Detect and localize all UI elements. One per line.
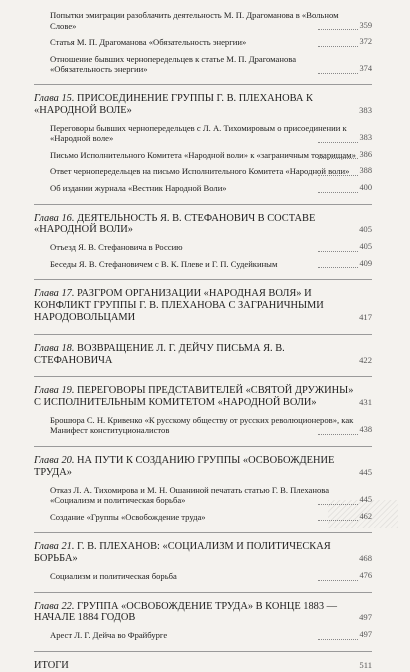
toc-chapter-row bbox=[34, 334, 372, 367]
chapter-label: Глава 16. bbox=[34, 212, 75, 224]
toc-chapter-row bbox=[34, 279, 372, 323]
chapter-title bbox=[34, 213, 359, 237]
chapter-title bbox=[34, 541, 359, 565]
chapter-label: Глава 18. bbox=[34, 342, 75, 354]
toc-chapter-row bbox=[34, 446, 372, 479]
chapter-title bbox=[34, 93, 359, 117]
section-title: Ответ чернопередельцев на письмо Исполнительного Комитета «Народной воли» bbox=[50, 166, 358, 177]
section-title: Беседы Я. В. Стефановичем с В. К. Плеве и Г. П. Судейкиным bbox=[50, 259, 358, 270]
section-title: Брошюра С. Н. Кривенко «К русскому обществу от русских революционеров», как Манифест конституционалистов bbox=[50, 415, 358, 436]
table-of-contents bbox=[34, 4, 372, 672]
chapter-label: Глава 15. bbox=[34, 92, 75, 104]
page-number: 497 bbox=[359, 630, 372, 640]
toc-section-row bbox=[34, 10, 372, 31]
page-number: 383 bbox=[359, 104, 372, 115]
page-number: 386 bbox=[359, 149, 372, 159]
page-number: 405 bbox=[359, 224, 372, 235]
chapter-label: Глава 21. bbox=[34, 541, 75, 553]
chapter-title bbox=[34, 455, 359, 479]
section-title: Попытки эмиграции разоблачить деятельность М. П. Драгоманова в «Вольном Слове» bbox=[50, 10, 358, 31]
toc-section-row bbox=[34, 183, 372, 194]
toc-section-row bbox=[34, 512, 372, 523]
toc-section-row bbox=[34, 485, 372, 506]
page-number: 445 bbox=[359, 495, 372, 505]
page-number: 372 bbox=[359, 37, 372, 47]
chapter-label: Глава 17. bbox=[34, 288, 75, 300]
chapter-label: Глава 19. bbox=[34, 385, 75, 397]
chapter-text: ИТОГИ bbox=[34, 659, 69, 671]
page-number: 405 bbox=[359, 242, 372, 252]
section-title: Создание «Группы «Освобождение труда» bbox=[50, 512, 358, 523]
section-title: Об издании журнала «Вестник Народной Воли» bbox=[50, 183, 358, 194]
page-number: 417 bbox=[359, 311, 372, 322]
chapter-text: РАЗГРОМ ОРГАНИЗАЦИИ «НАРОДНАЯ ВОЛЯ» И КОНФЛИКТ ГРУППЫ Г. В. ПЛЕХАНОВА С ЗАГРАНИЧНЫМИ НАРОДОВОЛЬЦАМИ bbox=[34, 288, 324, 323]
toc-section-row bbox=[34, 150, 372, 161]
toc-section-row bbox=[34, 630, 372, 641]
section-title: Письмо Исполнительного Комитета «Народной воли» к «заграничным товарищам» bbox=[50, 150, 358, 161]
toc-chapter-row bbox=[34, 651, 372, 672]
page-number: 431 bbox=[359, 397, 372, 408]
page-number: 468 bbox=[359, 553, 372, 564]
page-number: 409 bbox=[359, 258, 372, 268]
page-number: 422 bbox=[359, 354, 372, 365]
toc-chapter-row bbox=[34, 84, 372, 117]
toc-section-row bbox=[34, 259, 372, 270]
toc-chapter-row bbox=[34, 376, 372, 409]
chapter-text: ДЕЯТЕЛЬНОСТЬ Я. В. СТЕФАНОВИЧ В СОСТАВЕ «НАРОДНОЙ ВОЛИ» bbox=[34, 212, 316, 236]
page-number: 445 bbox=[359, 466, 372, 477]
page-number: 476 bbox=[359, 571, 372, 581]
chapter-title bbox=[34, 660, 359, 672]
chapter-text: ВОЗВРАЩЕНИЕ Л. Г. ДЕЙЧУ ПИСЬМА Я. В. СТЕФАНОВИЧА bbox=[34, 342, 285, 366]
section-title: Переговоры бывших чернопередельцев с Л. А. Тихомировым о присоединении к «Народной воле» bbox=[50, 123, 358, 144]
page-number: 400 bbox=[359, 182, 372, 192]
section-title: Социализм и политическая борьба bbox=[50, 571, 358, 582]
page-number: 383 bbox=[359, 133, 372, 143]
page-number: 438 bbox=[359, 425, 372, 435]
section-title: Отказ Л. А. Тихомирова и М. Н. Ошаниной печатать статью Г. В. Плеханова «Социализм и политическая борьба» bbox=[50, 485, 358, 506]
toc-chapter-row bbox=[34, 592, 372, 625]
page-number: 374 bbox=[359, 64, 372, 74]
chapter-label: Глава 22. bbox=[34, 600, 75, 612]
page-number: 511 bbox=[359, 659, 372, 670]
toc-section-row bbox=[34, 54, 372, 75]
chapter-text: ПРИСОЕДИНЕНИЕ ГРУППЫ Г. В. ПЛЕХАНОВА К «НАРОДНОЙ ВОЛЕ» bbox=[34, 92, 313, 116]
section-title: Отношение бывших чернопередельцев к статье М. П. Драгоманова «Обязательность энергии» bbox=[50, 54, 358, 75]
page-number: 388 bbox=[359, 166, 372, 176]
chapter-title bbox=[34, 385, 359, 409]
chapter-text: НА ПУТИ К СОЗДАНИЮ ГРУППЫ «ОСВОБОЖДЕНИЕ ТРУДА» bbox=[34, 455, 335, 478]
chapter-label: Глава 20. bbox=[34, 455, 75, 467]
page-texture bbox=[328, 500, 398, 528]
section-title: Арест Л. Г. Дейча во Фрайбурге bbox=[50, 630, 358, 641]
toc-section-row bbox=[34, 166, 372, 177]
chapter-text: ПЕРЕГОВОРЫ ПРЕДСТАВИТЕЛЕЙ «СВЯТОЙ ДРУЖИНЫ» С ИСПОЛНИТЕЛЬНЫМ КОМИТЕТОМ «НАРОДНОЙ ВОЛИ» bbox=[34, 385, 354, 409]
chapter-title bbox=[34, 601, 359, 625]
chapter-text: ГРУППА «ОСВОБОЖДЕНИЕ ТРУДА» В КОНЦЕ 1883 — НАЧАЛЕ 1884 ГОДОВ bbox=[34, 600, 338, 624]
section-title: Статья М. П. Драгоманова «Обязательность энергии» bbox=[50, 37, 358, 48]
toc-chapter-row bbox=[34, 204, 372, 237]
page-number: 462 bbox=[359, 511, 372, 521]
toc-chapter-row bbox=[34, 532, 372, 565]
toc-section-row bbox=[34, 571, 372, 582]
chapter-title bbox=[34, 288, 359, 323]
toc-section-row bbox=[34, 37, 372, 48]
toc-section-row bbox=[34, 242, 372, 253]
page-number: 359 bbox=[359, 20, 372, 30]
page-number: 497 bbox=[359, 612, 372, 623]
section-title: Отъезд Я. В. Стефановича в Россию bbox=[50, 242, 358, 253]
toc-section-row bbox=[34, 415, 372, 436]
chapter-text: Г. В. ПЛЕХАНОВ: «СОЦИАЛИЗМ И ПОЛИТИЧЕСКАЯ БОРЬБА» bbox=[34, 541, 331, 565]
chapter-title bbox=[34, 343, 359, 367]
toc-section-row bbox=[34, 123, 372, 144]
